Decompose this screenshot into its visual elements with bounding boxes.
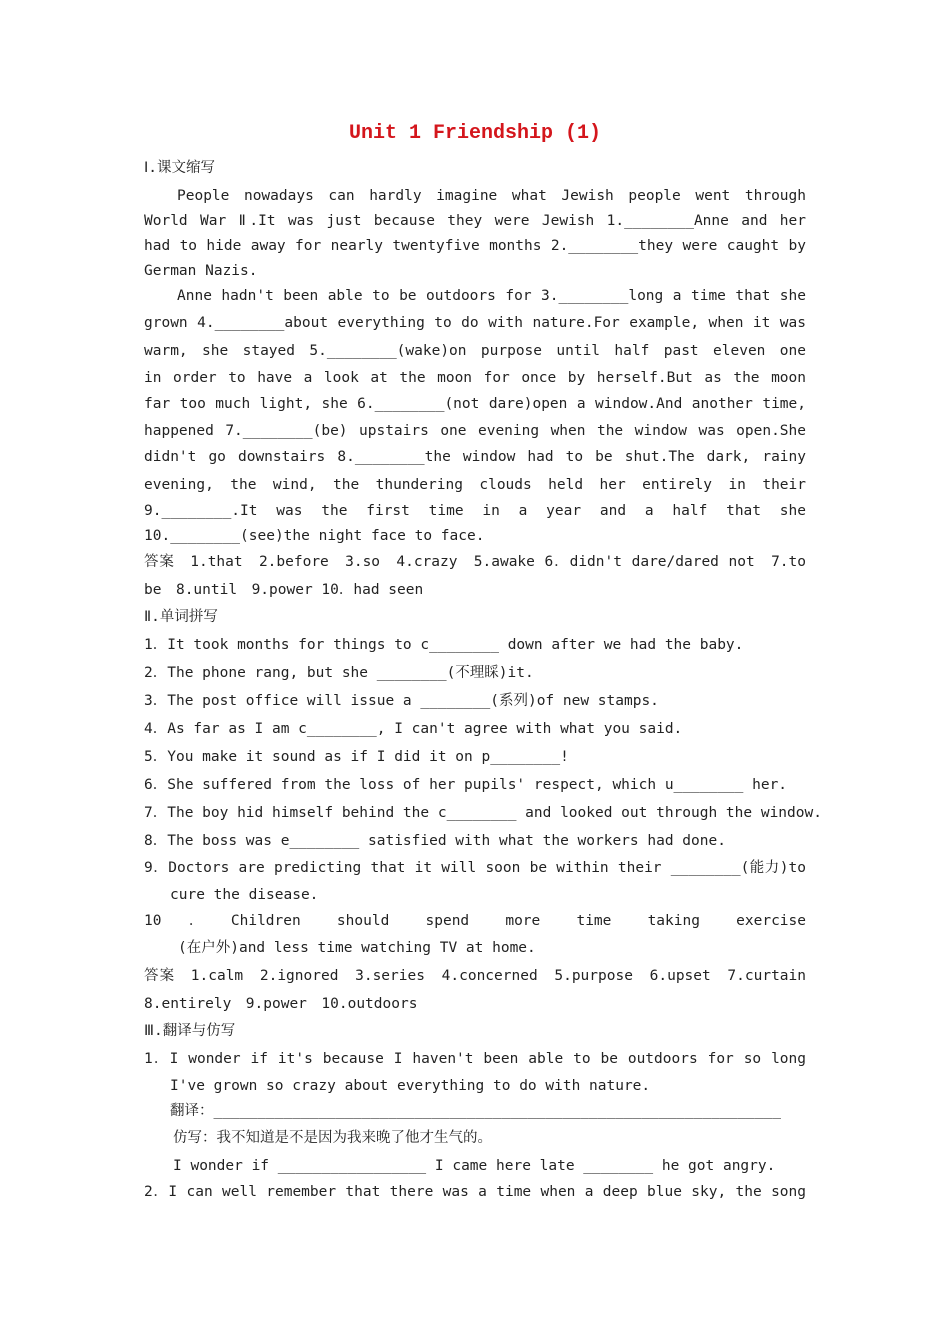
paragraph-line: in order to have a look at the moon for once by herself.But as the moon	[144, 370, 806, 386]
page-title: Unit 1 Friendship (1)	[348, 122, 602, 145]
question-line: 10．Children should spend more time taking exercise	[144, 913, 806, 929]
question-line: 1．I wonder if it's because I haven't been able to be outdoors for so long	[144, 1051, 806, 1067]
section-heading-2: Ⅱ.单词拼写	[144, 609, 218, 625]
paragraph-line: World War Ⅱ.It was just because they were Jewish 1.________Anne and her	[144, 213, 806, 229]
paragraph-line: evening, the wind, the thundering clouds held her entirely in their	[144, 477, 806, 493]
question-line: 2．The phone rang, but she ________(不理睬)it.	[144, 665, 534, 681]
paragraph-line: grown 4.________about everything to do with nature.For example, when it was	[144, 315, 806, 331]
paragraph-line: 10.________(see)the night face to face.	[144, 528, 485, 544]
paragraph-line: People nowadays can hardly imagine what Jewish people went through	[177, 188, 806, 204]
paragraph-line: Anne hadn't been able to be outdoors for 3.________long a time that she	[177, 288, 806, 304]
paragraph-line: had to hide away for nearly twentyfive months 2.________they were caught by	[144, 238, 806, 254]
question-line: 6．She suffered from the loss of her pupils' respect, which u________ her.	[144, 777, 788, 793]
paragraph-line: 9.________.It was the first time in a year and a half that she	[144, 503, 806, 519]
question-line: 7．The boy hid himself behind the c________ and looked out through the window.	[144, 805, 822, 821]
question-line: 8．The boss was e________ satisfied with what the workers had done.	[144, 833, 726, 849]
translation-line: 翻译：_________________________________________________________________	[170, 1103, 781, 1119]
answer-line: 答案 1.calm 2.ignored 3.series 4.concerned 5.purpose 6.upset 7.curtain	[144, 968, 806, 984]
paragraph-line: German Nazis.	[144, 263, 258, 279]
question-line: 2．I can well remember that there was a time when a deep blue sky, the song	[144, 1184, 806, 1200]
question-line: (在户外)and less time watching TV at home.	[178, 940, 536, 956]
question-line: 4．As far as I am c________, I can't agree with what you said.	[144, 721, 683, 737]
question-line: 3．The post office will issue a ________(系列)of new stamps.	[144, 693, 659, 709]
question-line: 1．It took months for things to c________ down after we had the baby.	[144, 637, 744, 653]
paragraph-line: far too much light, she 6.________(not dare)open a window.And another time,	[144, 396, 806, 412]
question-line: I've grown so crazy about everything to do with nature.	[170, 1078, 651, 1094]
paragraph-line: happened 7.________(be) upstairs one evening when the window was open.She	[144, 423, 806, 439]
answer-line: 答案 1.that 2.before 3.so 4.crazy 5.awake 6．didn't dare/dared not 7.to	[144, 554, 806, 570]
question-line: 5．You make it sound as if I did it on p________!	[144, 749, 569, 765]
paragraph-line: didn't go downstairs 8.________the window had to be shut.The dark, rainy	[144, 449, 806, 465]
section-heading-3: Ⅲ.翻译与仿写	[144, 1023, 236, 1039]
answer-line: 8.entirely 9.power 10.outdoors	[144, 996, 418, 1012]
section-heading-1: Ⅰ.课文缩写	[144, 160, 216, 176]
question-line: cure the disease.	[170, 887, 319, 903]
answer-line: be 8.until 9.power 10．had seen	[144, 582, 424, 598]
imitation-prompt: 仿写：我不知道是不是因为我来晚了他才生气的。	[173, 1130, 492, 1146]
imitation-line: I wonder if _________________ I came here late ________ he got angry.	[173, 1158, 776, 1174]
paragraph-line: warm, she stayed 5.________(wake)on purpose until half past eleven one	[144, 343, 806, 359]
question-line: 9．Doctors are predicting that it will soon be within their ________(能力)to	[144, 860, 806, 876]
